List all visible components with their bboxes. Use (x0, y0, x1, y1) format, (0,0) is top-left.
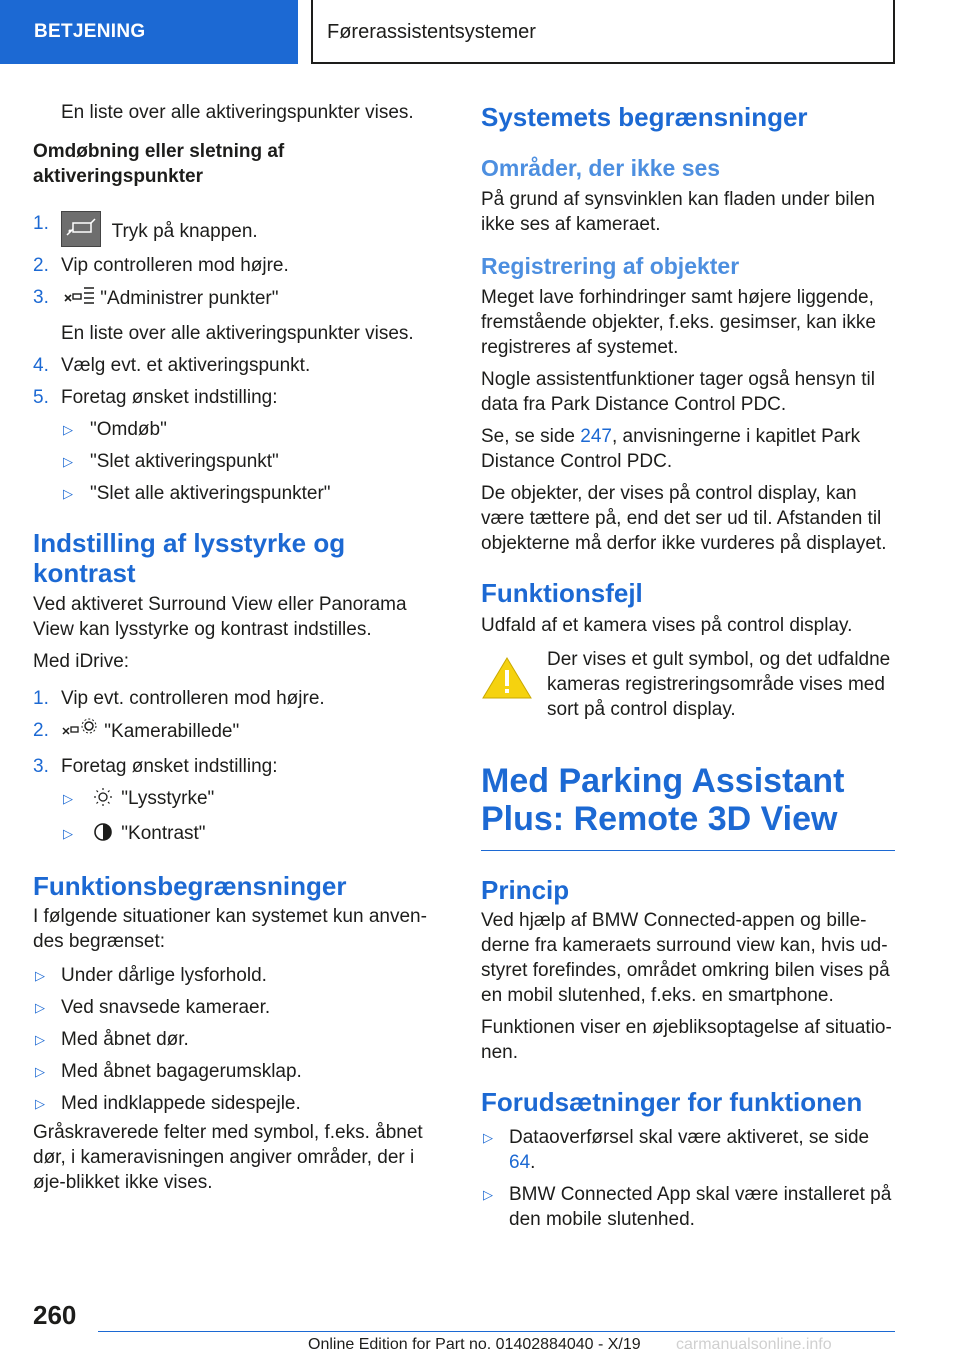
list-item (33, 253, 451, 278)
warning-note (481, 647, 895, 722)
requirement-text: BMW Connected App skal være installeret på den mobile slutenhed. (509, 1184, 892, 1230)
option-item (33, 821, 451, 849)
unseen-areas-heading: Områder, der ikke ses (481, 155, 721, 181)
bullet-triangle-icon: ▷ (483, 1130, 493, 1145)
requirement-text: Dataoverførsel skal være aktiveret, se side (509, 1127, 870, 1148)
snapshot-text: Funktionen viser en øjebliksoptagelse af situatio-nen. (481, 1017, 892, 1063)
left-column (33, 100, 451, 1195)
list-text: Under dårlige lysforhold. (61, 965, 267, 986)
list-item (33, 995, 451, 1020)
watermark: carmanualsonline.info (676, 1336, 832, 1353)
object-detection-text: Meget lave forhindringer samt højere liggende, fremstående objekter, f.eks. gesimser, kan ikke registreres af systemet. (481, 287, 876, 358)
header-title: Førerassistentsystemer (311, 0, 895, 64)
camera-button-icon (61, 211, 101, 254)
see-page-text (481, 424, 895, 474)
list-item (33, 353, 451, 378)
option-text: "Omdøb" (90, 419, 167, 440)
limits-text: I følgende situationer kan systemet kun anven-des begrænset: (33, 906, 427, 952)
list-text: Ved snavsede kameraer. (61, 997, 271, 1018)
page-number: 260 (33, 1300, 77, 1330)
manage-points-icon (61, 285, 95, 314)
step-number: 2. (33, 720, 49, 741)
heading-rule (481, 850, 895, 851)
list-item (33, 1059, 451, 1084)
step-text: Foretag ønsket indstilling: (61, 387, 278, 408)
option-text: "Kontrast" (121, 823, 206, 844)
malfunction-text: Udfald af et kamera vises på control display. (481, 615, 853, 636)
bullet-triangle-icon: ▷ (35, 1032, 45, 1047)
steps-list-2 (33, 686, 451, 849)
list-item (33, 1091, 451, 1116)
list-item (33, 754, 451, 779)
see-page-post: , anvisningerne i kapitlet Park Distance Control PDC. (481, 426, 861, 472)
option-text: "Slet aktiveringspunkt" (90, 451, 279, 472)
brightness-heading: Indstilling af lysstyrke og kontrast (33, 528, 346, 588)
list-item (33, 1027, 451, 1052)
bullet-triangle-icon: ▷ (63, 454, 73, 469)
option-item (33, 786, 451, 814)
list-item (33, 201, 451, 247)
step-text: Vælg evt. et aktiveringspunkt. (61, 355, 311, 376)
step-text: Foretag ønsket indstilling: (61, 756, 278, 777)
step-text: Vip controlleren mod højre. (61, 255, 289, 276)
right-column (481, 100, 895, 1232)
step-text: "Kamerabillede" (104, 721, 240, 742)
option-item (33, 481, 451, 506)
list-item (33, 718, 451, 747)
step-subtext: En liste over alle aktiveringspunkter vises. (61, 323, 414, 344)
list-text: Med indklappede sidespejle. (61, 1093, 301, 1114)
warning-triangle-icon (481, 655, 533, 701)
bullet-triangle-icon: ▷ (35, 1096, 45, 1111)
malfunction-heading: Funktionsfejl (481, 578, 643, 608)
footer-rule (98, 1331, 895, 1332)
edition-text: Online Edition for Part no. 01402884040 - X/19 (308, 1336, 641, 1353)
requirements-heading: Forudsætninger for funktionen (481, 1087, 863, 1117)
unseen-areas-text: På grund af synsvinklen kan fladen under bilen ikke ses af kameraet. (481, 189, 875, 235)
object-detection-heading: Registrering af objekter (481, 253, 740, 279)
list-text: Med åbnet dør. (61, 1029, 189, 1050)
list-text: Med åbnet bagagerumsklap. (61, 1061, 302, 1082)
intro-text: En liste over alle aktiveringspunkter vises. (61, 102, 414, 123)
step-text: Vip evt. controlleren mod højre. (61, 688, 325, 709)
pdc-data-text: Nogle assistentfunktioner tager også hensyn til data fra Park Distance Control PDC. (481, 369, 875, 415)
bullet-triangle-icon: ▷ (35, 1064, 45, 1079)
display-distance-text: De objekter, der vises på control display, kan være tættere på, end det ser ud til. Afstanden til objekterne må derfor ikke vurderes på displayet. (481, 483, 887, 554)
step-number: 3. (33, 287, 49, 308)
option-item (33, 449, 451, 474)
bullet-triangle-icon: ▷ (35, 1000, 45, 1015)
step-number: 3. (33, 756, 49, 777)
limits-end-text: Gråskraverede felter med symbol, f.eks. åbnet dør, i kameravisningen angiver områder, der i øje-blikket ikke vises. (33, 1122, 423, 1193)
requirement-end: . (530, 1152, 536, 1173)
step-number: 1. (33, 688, 49, 709)
step-number: 5. (33, 387, 49, 408)
system-limits-heading: Systemets begrænsninger (481, 102, 808, 132)
see-page-pre: Se, se side (481, 426, 581, 447)
step-text: "Administrer punkter" (100, 288, 279, 309)
list-item (33, 285, 451, 346)
bullet-triangle-icon: ▷ (63, 422, 73, 437)
rename-heading: Omdøbning eller sletning af aktiveringspunkter (33, 141, 285, 187)
list-item (33, 963, 451, 988)
warning-text: Der vises et gult symbol, og det udfaldne kameras registreringsområde vises med sort på control display. (547, 649, 891, 720)
bullet-triangle-icon: ▷ (63, 826, 73, 841)
contrast-icon (90, 822, 116, 849)
option-item (33, 417, 451, 442)
bullet-triangle-icon: ▷ (63, 486, 73, 501)
list-item (481, 1125, 895, 1175)
remote-3d-view-heading: Med Parking Assistant Plus: Remote 3D View (481, 762, 845, 838)
page-link-247[interactable]: 247 (580, 426, 612, 447)
step-number: 1. (33, 213, 49, 234)
header-section: BETJENING (0, 0, 298, 64)
principle-heading: Princip (481, 875, 570, 905)
bullet-triangle-icon: ▷ (35, 968, 45, 983)
step-number: 4. (33, 355, 49, 376)
principle-text: Ved hjælp af BMW Connected-appen og bille-derne fra kameraets surround view kan, hvis ud-styret forefindes, området omkring bilen vises på en mobil slutenhed, f.eks. en smartphone. (481, 910, 890, 1006)
option-text: "Lysstyrke" (121, 788, 215, 809)
bullet-triangle-icon: ▷ (63, 791, 73, 806)
list-item (481, 1182, 895, 1232)
step-number: 2. (33, 255, 49, 276)
limits-heading: Funktionsbegrænsninger (33, 871, 347, 901)
brightness-text: Ved aktiveret Surround View eller Panorama View kan lysstyrke og kontrast indstilles. (33, 594, 407, 640)
step-text: Tryk på knappen. (111, 221, 258, 242)
list-item (33, 385, 451, 410)
limits-list (33, 963, 451, 1116)
steps-list-1 (33, 201, 451, 506)
requirements-list (481, 1125, 895, 1232)
page-link-64[interactable]: 64 (509, 1152, 531, 1173)
brightness-icon (90, 787, 116, 814)
bullet-triangle-icon: ▷ (483, 1187, 493, 1202)
camera-settings-icon (61, 718, 99, 747)
idrive-text: Med iDrive: (33, 651, 130, 672)
option-text: "Slet alle aktiveringspunkter" (90, 483, 331, 504)
list-item (33, 686, 451, 711)
